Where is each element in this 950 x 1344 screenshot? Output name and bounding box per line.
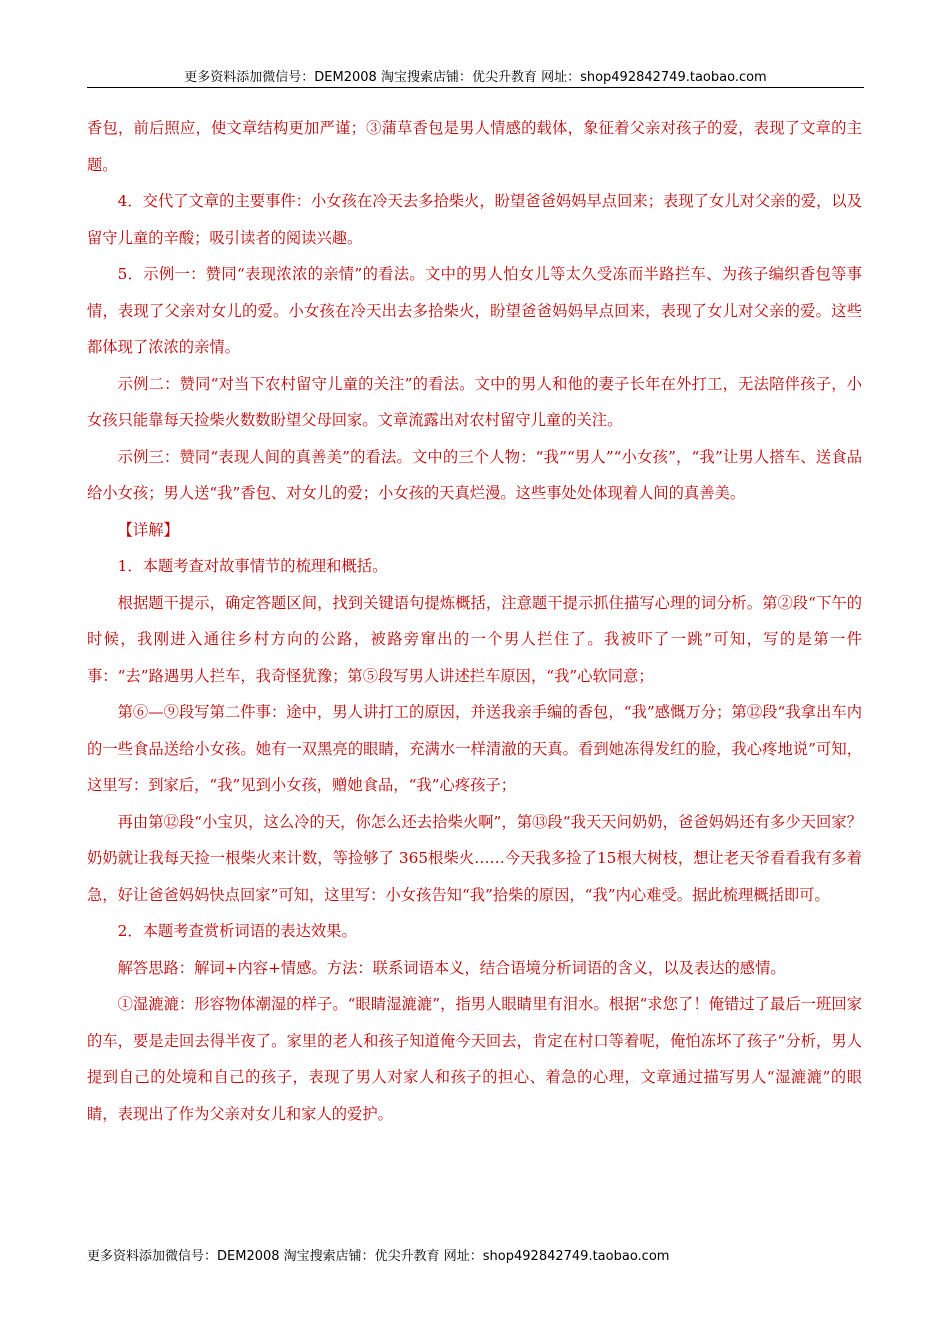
document-body [87,110,862,1132]
detail-2-item-1: ①湿漉漉：形容物体潮湿的样子。“眼睛湿漉漉”，指男人眼睛里有泪水。根据“求您了！俺错过了最后一班回家的车，要是走回去得半夜了。家里的老人和孩子知道俺今天回去，肯定在村口等着呢，俺怕冻坏了孩子”分析，男人提到自己的处境和自己的孩子，表现了男人对家人和孩子的担心、着急的心理，文章通过描写男人“湿漉漉”的眼睛，表现出了作为父亲对女儿和家人的爱护。 [87,995,862,1123]
detail-2-method: 解答思路：解词+内容+情感。方法：联系词语本义，结合语境分析词语的含义，以及表达的感情。 [117,958,786,977]
detail-1-para-2: 第⑥—⑨段写第二件事：途中，男人讲打工的原因，并送我亲手编的香包，“我”感慨万分；第⑫段“我拿出车内的一些食品送给小女孩。她有一双黑亮的眼睛，充满水一样清澈的天真。看到她冻得发红的脸，我心疼地说”可知，这里写：到家后，“我”见到小女孩，赠她食品，“我”心疼孩子； [87,703,862,794]
answer-4: 4．交代了文章的主要事件：小女孩在冷天去多拾柴火，盼望爸爸妈妈早点回来；表现了女儿对父亲的爱，以及留守儿童的辛酸；吸引读者的阅读兴趣。 [87,192,862,247]
detail-1-intro: 1．本题考查对故事情节的梳理和概括。 [117,557,388,575]
page-header: 更多资料添加微信号：DEM2008 淘宝搜索店铺：优尖升教育 网址：shop492842749.taobao.com [184,70,767,85]
page-footer: 更多资料添加微信号：DEM2008 淘宝搜索店铺：优尖升教育 网址：shop492842749.taobao.com [87,1249,670,1264]
detail-heading: 【详解】 [117,520,179,539]
detail-1-para-1: 根据题干提示，确定答题区间，找到关键语句提炼概括，注意题干提示抓住描写心理的词分析。第②段“下午的时候，我刚进入通往乡村方向的公路，被路旁窜出的一个男人拦住了。我被吓了一跳”可知，写的是第一件事：“去”路遇男人拦车，我奇怪犹豫；第⑤段写男人讲述拦车原因，“我”心软同意； [87,593,862,685]
answer-5-example-1: 5．示例一：赞同“表现浓浓的亲情”的看法。文中的男人怕女儿等太久受冻而半路拦车、为孩子编织香包等事情，表现了父亲对女儿的爱。小女孩在冷天出去多拾柴火，盼望爸爸妈妈早点回来，表现了女儿对父亲的爱。这些都体现了浓浓的亲情。 [87,265,862,356]
header-divider [87,87,864,88]
detail-1-para-3: 再由第⑫段“小宝贝，这么冷的天，你怎么还去拾柴火啊”，第⑬段“我天天问奶奶，爸爸妈妈还有多少天回家？奶奶就让我每天捡一根柴火来计数，等捡够了 365根柴火……今天我多捡了15根大树枝，想让老天爷看看我有多着急，好让爸爸妈妈快点回家”可知，这里写：小女孩告知“我”拾柴的原因，“我”内心难受。据此梳理概括即可。 [87,812,862,904]
paragraph-continuation: 香包，前后照应，使文章结构更加严谨；③蒲草香包是男人情感的载体，象征着父亲对孩子的爱，表现了文章的主题。 [87,119,862,174]
answer-5-example-2: 示例二：赞同“对当下农村留守儿童的关注”的看法。文中的男人和他的妻子长年在外打工，无法陪伴孩子，小女孩只能靠每天捡柴火数数盼望父母回家。文章流露出对农村留守儿童的关注。 [87,374,862,429]
detail-2-intro: 2．本题考查赏析词语的表达效果。 [117,922,357,940]
answer-5-example-3: 示例三：赞同“表现人间的真善美”的看法。文中的三个人物：“我”“男人”“小女孩”，“我”让男人搭车、送食品给小女孩；男人送“我”香包、对女儿的爱；小女孩的天真烂漫。这些事处处体现着人间的真善美。 [87,447,862,502]
